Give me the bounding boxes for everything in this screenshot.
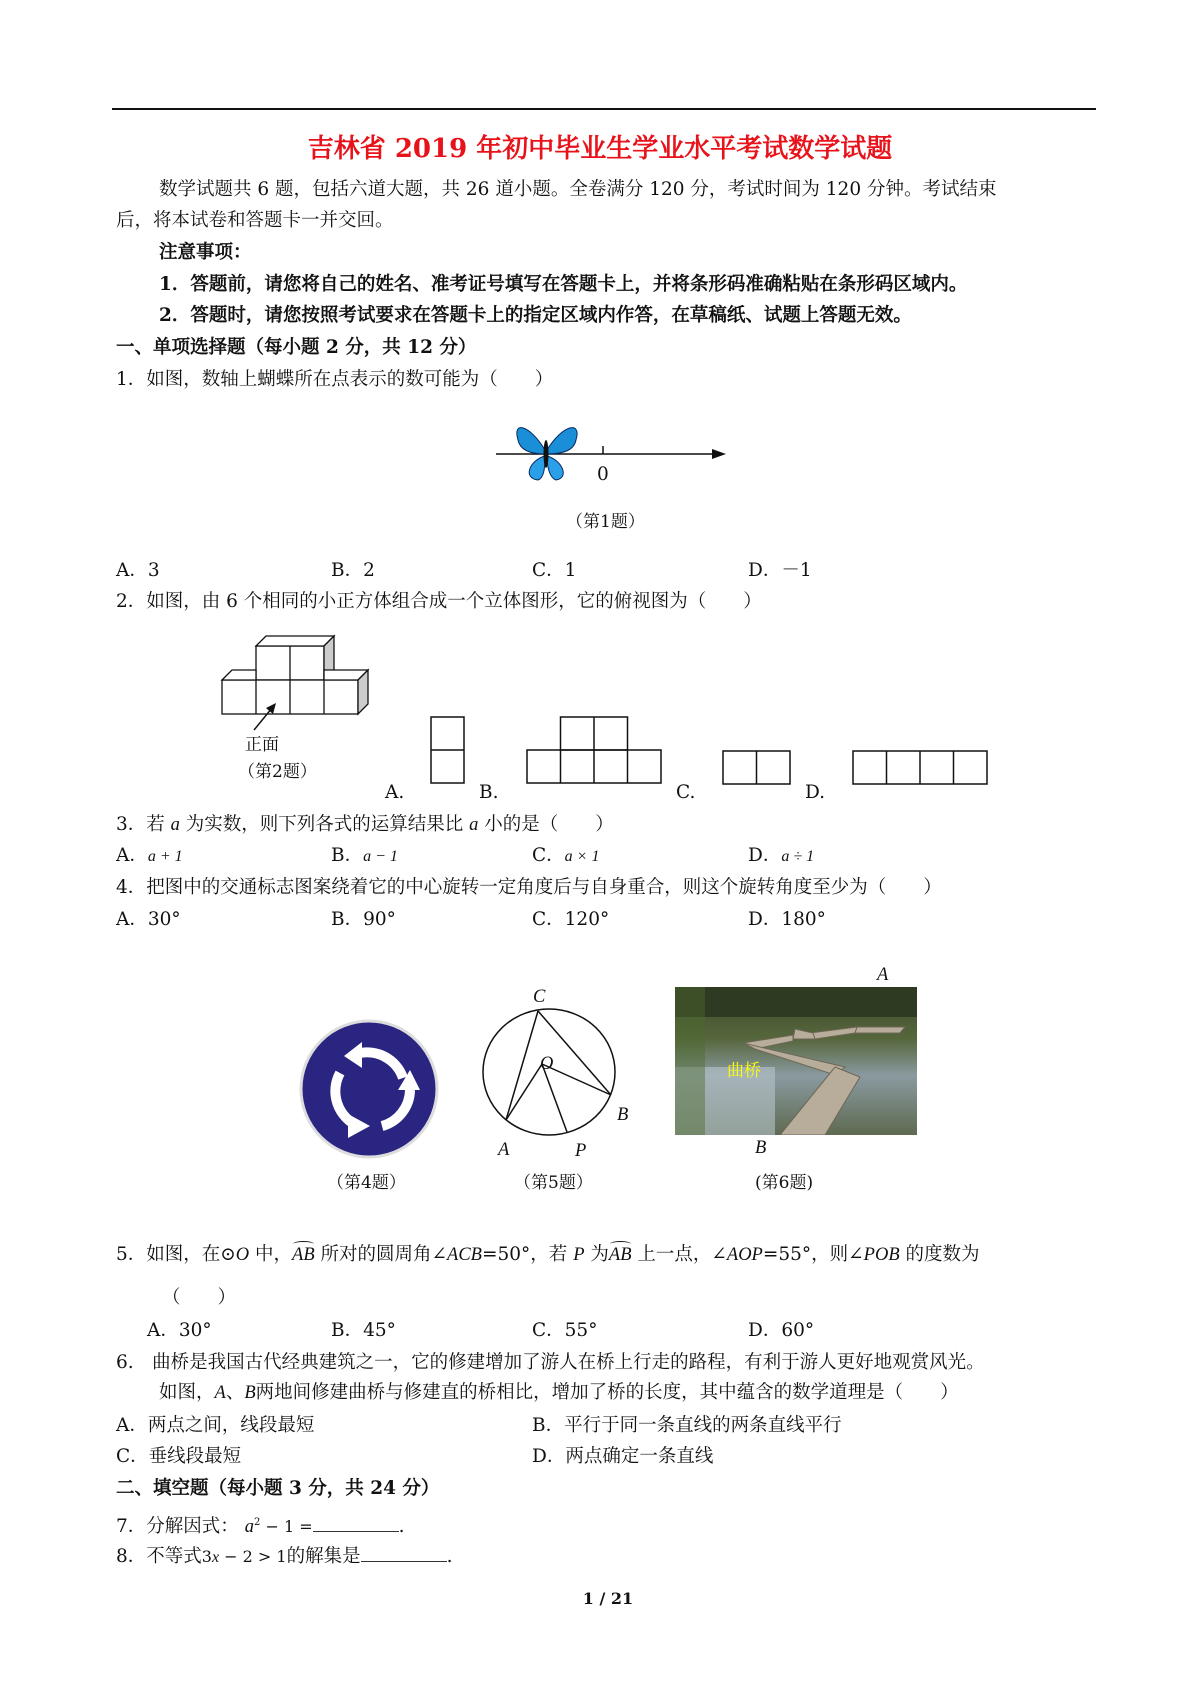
stem-text: 的度数为 xyxy=(899,1244,980,1265)
q3-var: a xyxy=(469,815,479,835)
cube-solid-figure xyxy=(218,632,378,722)
option-label: D． xyxy=(748,845,782,866)
q2-option-b-figure[interactable] xyxy=(526,716,663,786)
q2-option-c-label: C. xyxy=(676,782,696,803)
point-a-label: A xyxy=(498,1140,510,1160)
arc-label: AB xyxy=(292,1245,315,1265)
roundabout-sign-figure xyxy=(298,1018,440,1160)
q2-option-b-label: B. xyxy=(479,782,499,803)
q6-caption: (第6题) xyxy=(755,1173,814,1193)
q3-stem-text: 3．若 xyxy=(116,814,171,835)
option-expr: a ÷ 1 xyxy=(781,848,815,865)
zigzag-bridge-photo xyxy=(675,987,917,1135)
option-label: A． xyxy=(116,845,148,866)
q3-option-b xyxy=(331,845,398,868)
q8-stem: 8．不等式 xyxy=(116,1546,202,1567)
q6-option-d: D．两点确定一条直线 xyxy=(532,1446,714,1467)
q7-exponent: 2 xyxy=(254,1517,261,1528)
math-var: ACB xyxy=(447,1245,482,1265)
q8-answer-blank[interactable] xyxy=(361,1543,447,1562)
option-label: B． xyxy=(331,845,364,866)
stem-text: 为 xyxy=(584,1244,609,1265)
q3-option-a xyxy=(116,845,183,868)
q2-option-c-figure[interactable] xyxy=(722,750,792,786)
q5-option-c: C．55° xyxy=(532,1320,598,1341)
math-var: POB xyxy=(863,1245,900,1265)
intro-line-2: 后，将本试卷和答题卡一并交回。 xyxy=(116,210,394,231)
q3-stem-text: 小的是（ ） xyxy=(478,814,614,835)
q4-option-b: B．90° xyxy=(331,909,396,930)
axis-zero-label: 0 xyxy=(597,464,609,485)
q2-stem: 2．如图，由 6 个相同的小正方体组合成一个立体图形，它的俯视图为（ ） xyxy=(116,591,762,612)
q5-stem xyxy=(116,1244,980,1266)
option-expr: a − 1 xyxy=(363,848,398,865)
math-var: P xyxy=(573,1245,585,1265)
q7-stem: 7．分解因式： xyxy=(116,1516,239,1538)
math-var: O xyxy=(235,1245,250,1265)
q2-option-d-figure[interactable] xyxy=(852,750,989,786)
q4-caption: （第4题） xyxy=(327,1173,406,1193)
q1-option-d: D．－1 xyxy=(748,560,812,581)
stem-text: 上一点，∠ xyxy=(631,1244,727,1265)
q6-var: B xyxy=(244,1383,256,1403)
q7-expr: − 1 = xyxy=(260,1517,313,1537)
q6-option-c: C．垂线段最短 xyxy=(116,1446,242,1467)
q5-caption: （第5题） xyxy=(514,1173,593,1193)
q1-option-a: A．3 xyxy=(116,560,160,581)
front-label: 正面 xyxy=(245,735,279,755)
q6-text: 、 xyxy=(225,1382,245,1403)
q6-var: A xyxy=(214,1383,226,1403)
page-number: 1 / 21 xyxy=(582,1589,634,1608)
point-p-label: P xyxy=(575,1141,587,1161)
q1-option-b: B．2 xyxy=(331,560,375,581)
q6-text: 如图， xyxy=(159,1382,215,1403)
q8-var: x xyxy=(211,1549,220,1566)
arc-label: AB xyxy=(608,1245,632,1265)
q1-stem: 1．如图，数轴上蝴蝶所在点表示的数可能为（ ） xyxy=(116,369,554,390)
q8-period: . xyxy=(446,1546,453,1567)
bridge-point-b-label: B xyxy=(755,1138,767,1158)
stem-text: 中， xyxy=(249,1244,293,1265)
notice-2: 2．答题时，请您按照考试要求在答题卡上的指定区域内作答，在草稿纸、试题上答题无效。 xyxy=(159,305,912,326)
q2-option-a-label: A. xyxy=(385,782,405,803)
q7-answer-blank[interactable] xyxy=(313,1513,399,1532)
intro-line-1: 数学试题共 6 题，包括六道大题，共 26 道小题。全卷满分 120 分，考试时间为 120 分钟。考试结束 xyxy=(159,179,997,200)
point-b-label: B xyxy=(617,1105,629,1125)
q5-option-a: A．30° xyxy=(147,1320,212,1341)
option-label: C． xyxy=(532,845,565,866)
math-var: AOP xyxy=(726,1245,763,1265)
q1-caption: （第1题） xyxy=(566,512,645,532)
section-2-heading: 二、填空题（每小题 3 分，共 24 分） xyxy=(116,1478,440,1499)
page-title: 吉林省 2019 年初中毕业生学业水平考试数学试题 xyxy=(307,134,893,164)
q1-option-c: C．1 xyxy=(532,560,577,581)
notice-1: 1．答题前，请您将自己的姓名、准考证号填写在答题卡上，并将条形码准确粘贴在条形码区域内。 xyxy=(159,274,968,295)
q8-stem: 的解集是 xyxy=(286,1546,361,1567)
q2-option-d-label: D. xyxy=(805,782,826,803)
q6-option-b: B．平行于同一条直线的两条直线平行 xyxy=(532,1415,842,1436)
stem-text: =50°，若 xyxy=(482,1244,574,1265)
q7-period: . xyxy=(398,1516,405,1538)
q3-stem-text: 为实数，则下列各式的运算结果比 xyxy=(179,814,470,835)
q6-option-a: A．两点之间，线段最短 xyxy=(116,1415,315,1436)
q6-text: 两地间修建曲桥与修建直的桥相比，增加了桥的长度，其中蕴含的数学道理是（ ） xyxy=(255,1382,959,1403)
q2-option-a-figure[interactable] xyxy=(430,716,466,786)
q8-expr: − 2 > 1 xyxy=(219,1547,287,1566)
q5-option-d: D．60° xyxy=(748,1320,815,1341)
section-1-heading: 一、单项选择题（每小题 2 分，共 12 分） xyxy=(116,337,477,358)
q3-stem xyxy=(116,814,614,836)
q8-expr: 3 xyxy=(201,1547,212,1566)
q4-option-d: D．180° xyxy=(748,909,826,930)
q3-var: a xyxy=(170,815,180,835)
option-expr: a + 1 xyxy=(147,848,183,865)
point-o-label: O xyxy=(540,1054,554,1074)
q8 xyxy=(116,1543,453,1569)
notice-heading: 注意事项： xyxy=(159,242,252,263)
stem-text: =55°，则∠ xyxy=(762,1244,864,1265)
number-line-figure xyxy=(490,420,730,490)
q6-stem-line-1: 6. 曲桥是我国古代经典建筑之一，它的修建增加了游人在桥上行走的路程，有利于游人更好地观赏风光。 xyxy=(116,1352,985,1373)
q4-option-c: C．120° xyxy=(532,909,610,930)
q5-option-b: B．45° xyxy=(331,1320,396,1341)
bridge-point-a-label: A xyxy=(877,965,889,985)
bridge-overlay-text: 曲桥 xyxy=(727,1061,761,1081)
q3-option-d xyxy=(748,845,814,868)
header-rule xyxy=(112,108,1096,110)
q3-option-c xyxy=(532,845,599,868)
q7-var: a xyxy=(244,1517,255,1538)
q4-option-a: A．30° xyxy=(116,909,181,930)
q2-caption: （第2题） xyxy=(238,762,317,782)
stem-text: 所对的圆周角∠ xyxy=(314,1244,448,1265)
q7 xyxy=(116,1512,405,1538)
point-c-label: C xyxy=(533,987,546,1007)
stem-text: 5．如图，在⊙ xyxy=(116,1244,236,1265)
option-expr: a × 1 xyxy=(564,848,600,865)
q5-answer-paren: （ ） xyxy=(162,1287,237,1308)
q6-stem-line-2 xyxy=(159,1382,959,1404)
q4-stem: 4．把图中的交通标志图案绕着它的中心旋转一定角度后与自身重合，则这个旋转角度至少为（ ） xyxy=(116,877,942,898)
